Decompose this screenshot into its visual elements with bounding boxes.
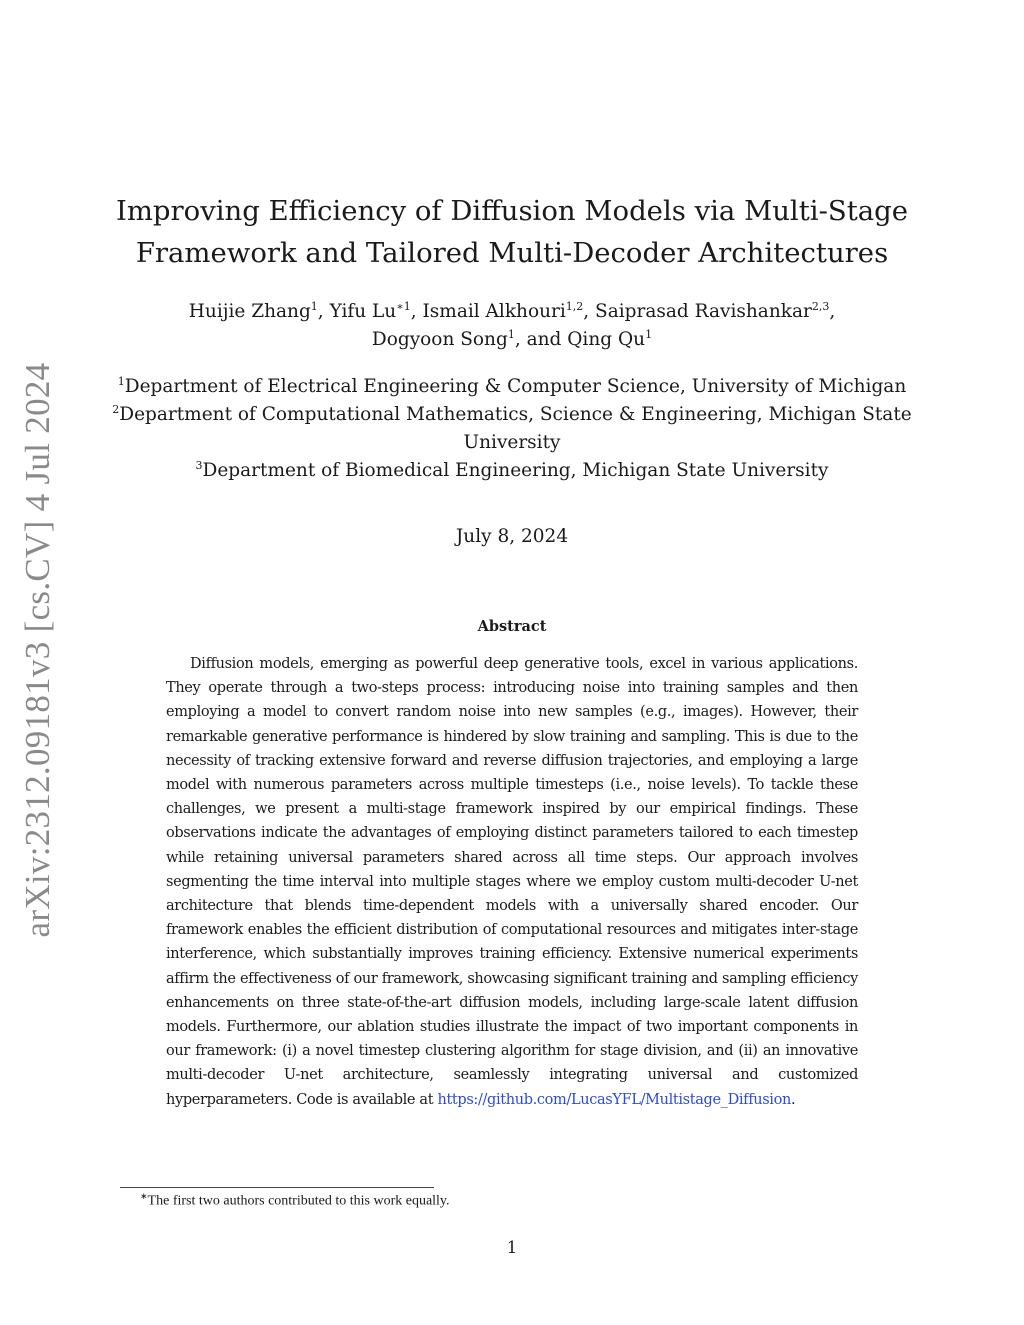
author-affil-mark: 2,3 — [811, 299, 830, 313]
author-affil-mark: 1 — [507, 327, 515, 341]
author-list — [100, 298, 924, 354]
author-line-2: Dogyoon Song$^1$, and Qing Qu$^1$ — [371, 327, 653, 350]
footnote-text: The first two authors contributed to this work equally. — [147, 1193, 450, 1209]
footnote-mark: ∗ — [140, 1191, 148, 1201]
author-name: Yifu Lu — [329, 301, 397, 322]
author-name: Huijie Zhang — [188, 301, 311, 322]
author-affil-mark: 1 — [310, 299, 318, 313]
abstract-end-punctuation: . — [790, 1091, 796, 1108]
publication-date: July 8, 2024 — [455, 526, 569, 547]
affiliation-text: Department of Electrical Engineering & Computer Science, University of Michigan — [124, 376, 907, 397]
affiliation-list — [100, 373, 924, 485]
affiliation-3 — [100, 457, 924, 485]
author-affil-mark: 1,2 — [565, 299, 584, 313]
author-name: Qing Qu — [567, 329, 646, 350]
footnote — [140, 1191, 450, 1210]
abstract-text: Diffusion models, emerging as powerful deep generative tools, excel in various applications. They operate through a two-steps process: introducing noise into training samples and then employing a model to convert random noise into new samples (e.g., images). However, their remarkable generative performance is hindered by slow training and sampling. This is due to the necessity of tracking extensive forward and reverse diffusion trajectories, and employing a large model with numerous parameters across multiple timesteps (i.e., noise levels). To tackle these challenges, we present a multi-stage framework inspired by our empirical findings. These observations indicate the advantages of employing distinct parameters tailored to each timestep while retaining universal parameters shared across all time steps. Our approach involves segmenting the time interval into multiple stages where we employ custom multi-decoder U-net architecture that blends time-dependent models with a universally shared encoder. Our framework enables the efficient distribution of computational resources and mitigates inter-stage interference, which substantially improves training efficiency. Extensive numerical experiments affirm the effectiveness of our framework, showcasing significant training and sampling efficiency enhancements on three state-of-the-art diffusion models, including large-scale latent diffusion models. Furthermore, our ablation studies illustrate the impact of two important components in our framework: (i) a novel timestep clustering algorithm for stage division, and (ii) an innovative multi-decoder U-net architecture, seamlessly integrating universal and customized hyperparameters. Code is available at — [166, 656, 858, 1108]
author-affil-mark: 1 — [645, 327, 653, 341]
page-number: 1 — [506, 1238, 518, 1257]
affiliation-text: Department of Biomedical Engineering, Michigan State University — [202, 460, 829, 481]
arxiv-identifier: arXiv:2312.09181v3 [cs.CV] 4 Jul 2024 — [18, 362, 57, 938]
title-line-2: Framework and Tailored Multi-Decoder Architectures — [135, 237, 889, 269]
author-line-1: Huijie Zhang$^1$, Yifu $Lu^{∗1}$, Ismail Alkhouri$^{1,2}$, Saiprasad Ravishankar$^{2,3}$, — [188, 299, 836, 322]
abstract-body — [166, 652, 858, 1112]
affiliation-mark: 1 — [117, 374, 125, 388]
abstract-heading: Abstract — [477, 618, 547, 635]
affiliation-1 — [100, 373, 924, 401]
code-repository-link[interactable]: https://github.com/LucasYFL/Multistage_Diffusion — [437, 1091, 791, 1108]
author-conjunction: and — [526, 329, 562, 350]
title-line-1: Improving Efficiency of Diffusion Models via Multi-Stage — [115, 195, 909, 227]
affiliation-2 — [100, 401, 924, 429]
paper-title — [100, 190, 924, 274]
footnote-divider — [120, 1187, 434, 1188]
author-affil-mark: ∗1 — [396, 299, 411, 313]
affiliation-text: Department of Computational Mathematics, Science & Engineering, Michigan State — [119, 404, 912, 425]
affiliation-mark: 2 — [112, 402, 120, 416]
author-name: Dogyoon Song — [371, 329, 508, 350]
author-name: Saiprasad Ravishankar — [595, 301, 812, 322]
affiliation-mark: 3 — [195, 458, 203, 472]
affiliation-2-continued: University — [463, 432, 561, 453]
author-name: Ismail Alkhouri — [422, 301, 566, 322]
